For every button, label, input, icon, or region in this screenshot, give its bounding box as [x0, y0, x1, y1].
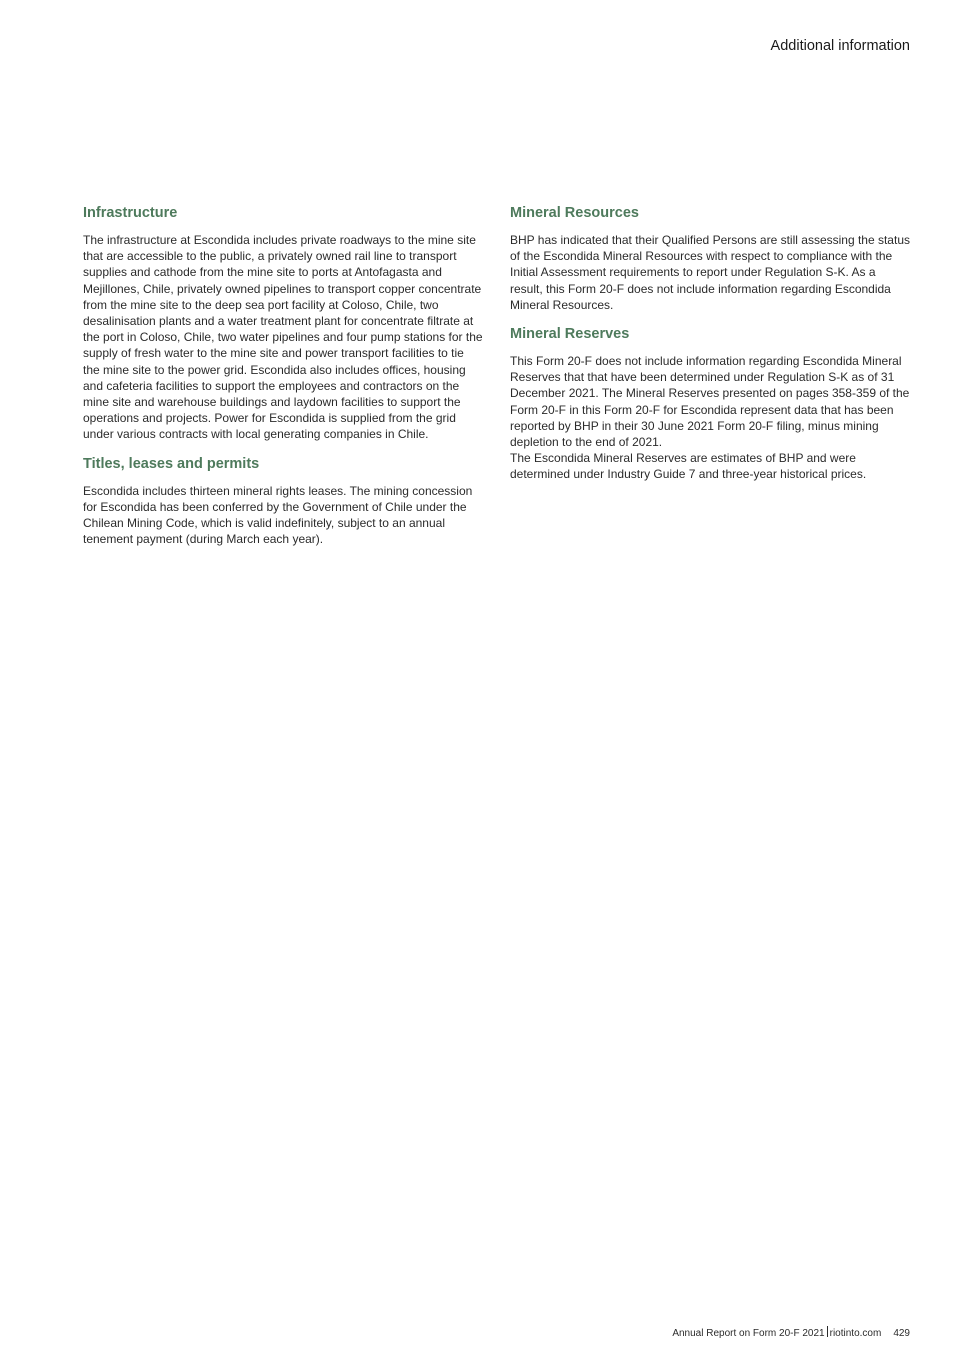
mineral-resources-heading: Mineral Resources [510, 205, 639, 221]
page-footer [672, 1326, 910, 1339]
titles-section [83, 455, 483, 548]
mineral-reserves-heading: Mineral Reserves [510, 326, 630, 343]
mineral-resources-body: BHP has indicated that their Qualified Persons are still assessing the status of the Escondida Mineral Resources with respect to compliance with the Initial Assessment requirements to report under Regulation S-K. As a result, this Form 20-F does not include information regarding Escondida Mineral Resources. [510, 233, 910, 312]
infrastructure-section [83, 204, 483, 443]
footer-divider [827, 1326, 828, 1337]
mineral-resources-section [510, 204, 910, 313]
infrastructure-body: The infrastructure at Escondida includes private roadways to the mine site that are accessible to the public, a privately owned rail line to transport supplies and cathode from the mine site to ports at Antofagasta and Mejillones, Chile, privately owned pipelines to transport copper concentrate from the mine site to the deep sea port facility at Coloso, Chile, two desalinisation plants and a water treatment plant for concentrate filtrate at the port in Coloso, Chile, two water pipelines and four pump stations for the supply of fresh water to the mine site and power transport facilities to tie the mine site to the power grid. Escondida also includes offices, housing and cafeteria facilities to support the employees and contractors on the mine site and warehouse buildings and laydown facilities to support the operations and projects. Power for Escondida is supplied from the grid under various contracts with local generating companies in Chile. [83, 233, 483, 442]
mineral-reserves-body-1: This Form 20-F does not include information regarding Escondida Mineral Reserves that that have been determined under Regulation S-K as of 31 December 2021. The Mineral Reserves presented on pages 358-359 of the Form 20-F in this Form 20-F for Escondida represent data that has been reported by BHP in their 30 June 2021 Form 20-F filing, minus mining depletion to the end of 2021. [510, 354, 910, 450]
page-number: 429 [893, 1328, 910, 1339]
titles-heading: Titles, leases and permits [83, 455, 260, 472]
mineral-reserves-section [510, 325, 910, 483]
footer-report-title: Annual Report on Form 20-F 2021 [672, 1328, 825, 1339]
right-column [510, 204, 910, 495]
footer-website[interactable]: riotinto.com [829, 1328, 882, 1339]
titles-body: Escondida includes thirteen mineral rights leases. The mining concession for Escondida has been conferred by the Government of Chile under the Chilean Mining Code, which is valid indefinitely, subject to an annual tenement payment (during March each year). [83, 483, 473, 547]
section-label: Additional information [770, 38, 910, 54]
infrastructure-heading: Infrastructure [83, 205, 178, 221]
mineral-reserves-body-2: The Escondida Mineral Reserves are estimates of BHP and were determined under Industry Guide 7 and three-year historical prices. [510, 451, 867, 482]
left-column [83, 204, 483, 559]
